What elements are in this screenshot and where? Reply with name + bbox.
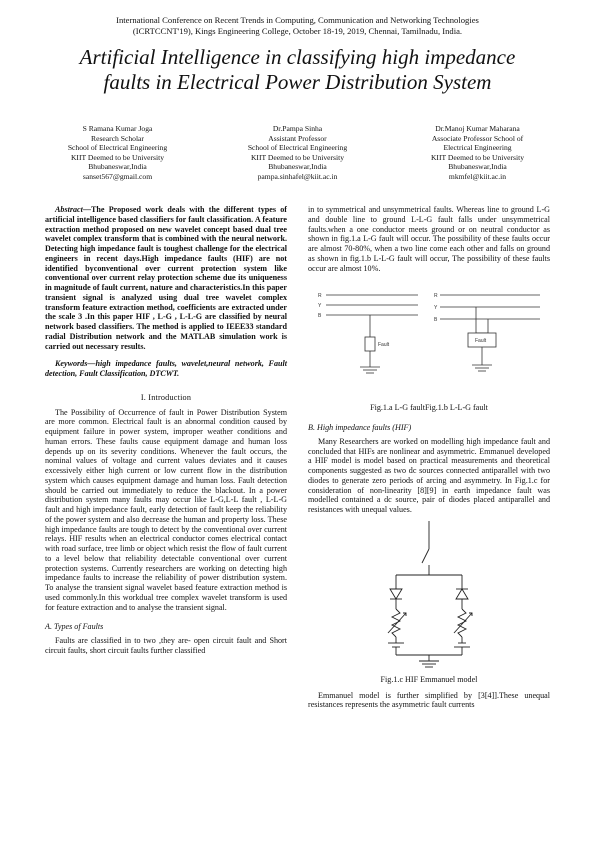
author-city: Bhubaneswar,India [448,162,507,172]
author-3 [390,124,565,182]
subsection-heading-hif: B. High impedance faults (HIF) [308,423,412,432]
fig-1a-label-r: R [318,293,322,300]
author-univ: KIIT Deemed to be University [250,152,345,162]
abstract-text: —The Proposed work deals with the different types of artificial intelligence based classifiers for fault classification. A feature extraction method proposed on new wavelet concept based dual tree wavelet complex transform that is combined with the neural network. Detecting high impedance fault is toughest challenge for the electrical engineers in recent days.High impedance faults (HIF) are not identified byconventional over current protection system like conventional over current relay protection scheme due its uniqueness in magnitude of fault current, nature and characteristics.In this paper transient signal is analyzed using dual tree wavelet complex transform feature extraction method, coefficients are extracted under the scale 3 .In this paper HIF , L-G , L-L-G are classified by neural network based classifiers. The method is applied to IEEE33 standard radial Distribution network and the MATLAB simulation work is carried out necessary results. [45,205,287,351]
hif-paragraph: Many Researchers are worked on modelling high impedance fault and concluded that HIFs are nonlinear and asymmetric. Emmanuel developed a HIF model is model based on practical measurements and theoretical components suggested as two dc sources connected antiparallel with two diodes to generate zero periods of arcing and asymmetry. In Fig.1.c for consideration of non-linearity [8][9] in earth impedance fault was modelled contained a dc source, pair of diodes placed antiparallel and resistances with unequal values. [308,436,550,514]
author-email: mkmfel@kiit.ac.in [448,171,507,181]
figure-1c [308,515,550,673]
author-role: Associate Professor School of [431,133,524,143]
conference-header [40,15,555,37]
fig-1a-lg-fault [326,295,418,373]
author-univ: KIIT Deemed to be University [430,152,525,162]
emmanuel-paragraph: Emmanuel model is further simplified by [3[4]].These unequal resistances represents the asymmetric fault currents [308,690,550,710]
abstract-label: Abstract [55,205,83,214]
author-name: S Ramana Kumar Joga [82,124,153,133]
fig-1a-label-b: B [318,313,322,320]
section-heading-introduction: I. Introduction [140,392,192,402]
author-role: Assistant Professor [268,133,327,143]
fig-1a-label-y: Y [318,303,322,310]
author-1 [30,124,205,182]
fault-diagrams [308,273,550,401]
author-block [30,124,565,182]
title-line-1: Artificial Intelligence in classifying high impedance [79,45,516,69]
fig-1a-label-fault: Fault [378,342,390,349]
left-column [45,205,287,656]
fig-1b-label-y: Y [434,305,438,312]
title-line-2: faults in Electrical Power Distribution System [103,70,492,94]
author-dept: School of Electrical Engineering [247,143,348,153]
figure-1ab [308,273,550,401]
introduction-paragraph: The Possibility of Occurrence of fault in Power Distribution System are more common. Electrical fault is an abnormal condition caused by equipment failure in power system, improper weather conditions and human errors. These faults cause equipment damage and human loss depends up on its severity conditions. Whenever the fault occurs, the nominal values of voltage and current values deviates and it causes excessively either high current or low current flow in the distribution system which causes equipment damage and human loss. Fault detection should be carried out immediately to reduce the blackout. In a power distribution system many faults may occur like L-G,L-L fault , L-L-G fault and high impedance fault, early detection of fault keep the reliability of the power system and also decrease the human and property loss. These high impedance faults are tough to detect by the conventional over current relays. HIF results when an electrical conductor comes electrical contact with road surface, tree limb or object which resist the flow of fault current to a level below that reliability detectable conventional over current protection systems. Currently researchers are working on detecting high impedance faults to increase the reliability of power distribution system. To analyse the transient signal wavelet based feature extraction method is used commonly.In this workdual tree complex wavelet transform is used for feature extraction and to analyse the transient signal. [45,407,287,612]
types-of-faults-paragraph: Faults are classified in to two ,they are- open circuit fault and Short circuit faults, short circuit faults further classified [45,636,287,655]
keywords-text: high impedance faults, wavelet,neural network, Fault detection, Fault Classification, DTCWT. [45,359,287,378]
paper-title [30,45,565,95]
fault-types-paragraph: in to symmetrical and unsymmetrical faults. Whereas line to ground L-G and double line to ground L-L-G fault falls under unsymmetrical faults.when a one conductor meets ground or on neutral conductor as shown in fig.1.a L-G fault will occur. The possibility of these faults occur are almost 70-80%, when a two line come each other and falls on ground as shown in fig.1.b L-L-G fault will occur, The possibility of these faults occur are almost 10%. [308,205,550,273]
abstract [45,205,287,351]
hif-emmanuel-model-diagram [308,515,550,673]
author-city: Bhubaneswar,India [268,162,327,172]
fig-1b-label-fault: Fault [475,338,487,345]
subsection-heading-types-of-faults: A. Types of Faults [45,622,104,632]
fig-1b-label-r: R [434,293,438,300]
conference-line-1: International Conference on Recent Trends in Computing, Communication and Networking Technologies [116,15,479,25]
right-column [308,205,550,710]
author-dept: School of Electrical Engineering [67,143,168,153]
keywords [45,359,287,379]
fig-1b-label-b: B [434,317,438,324]
author-role: Research Scholar [91,133,144,143]
figure-1ab-caption: Fig.1.a L-G faultFig.1.b L-L-G fault [370,403,488,413]
author-name: Dr.Pampa Sinha [272,124,323,133]
author-2 [210,124,385,182]
author-email: pampa.sinhafel@kiit.ac.in [257,171,338,181]
keywords-label: Keywords— [55,359,96,369]
fig-1b-llg-fault [440,295,540,371]
figure-1c-caption: Fig.1.c HIF Emmanuel model [380,674,478,684]
author-name: Dr.Manoj Kumar Maharana [435,124,520,133]
author-city: Bhubaneswar,India [88,162,147,172]
author-dept: Electrical Engineering [443,143,512,153]
conference-line-2: (ICRTCCNT'19), Kings Engineering College, October 18-19, 2019, Chennai, Tamilnadu, India. [132,26,463,36]
author-univ: KIIT Deemed to be University [70,152,165,162]
author-email: sanset567@gmail.com [82,171,153,181]
